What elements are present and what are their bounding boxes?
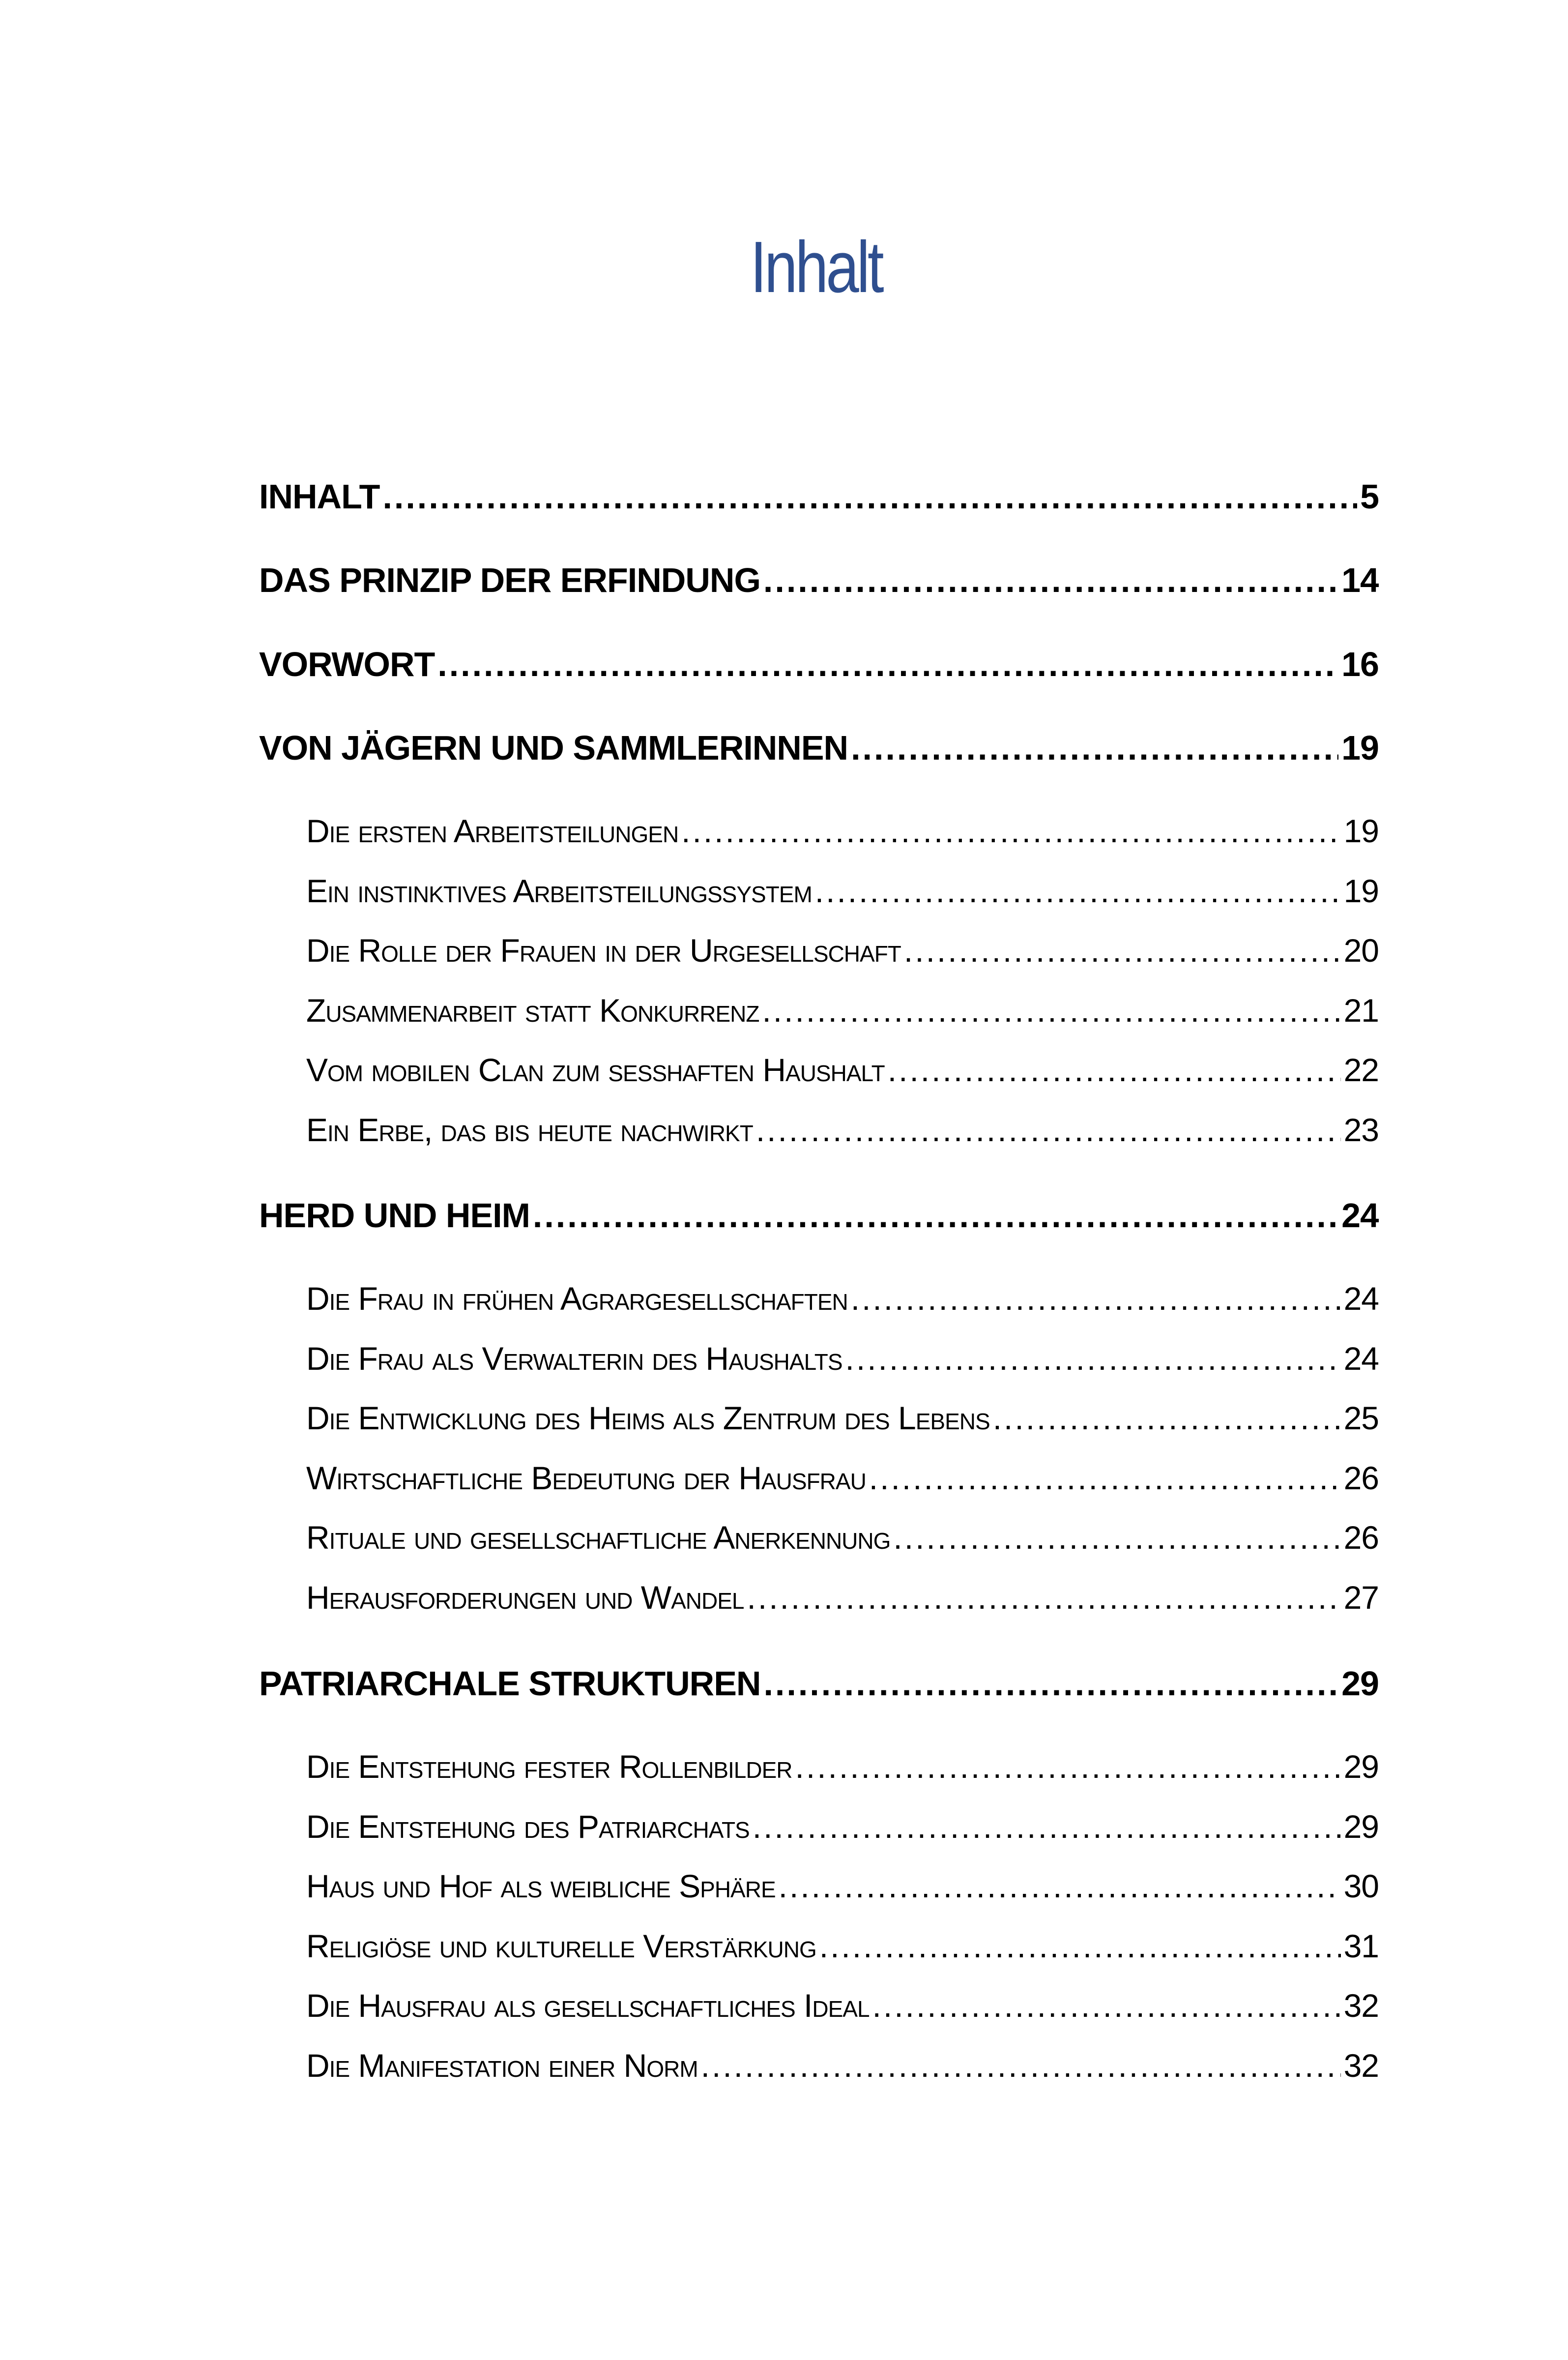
- toc-section-entry[interactable]: [306, 1987, 1379, 2034]
- toc-entry-label: Wirtschaftliche Bedeutung der Hausfrau: [306, 1459, 866, 1496]
- toc-entry-label: Rituale und gesellschaftliche Anerkennung: [306, 1519, 891, 1556]
- toc-page-number: 32: [1343, 2047, 1379, 2084]
- toc-entry-label: INHALT: [259, 477, 380, 516]
- toc-section-entry[interactable]: [306, 932, 1379, 979]
- dot-leader: [533, 1196, 1338, 1235]
- dot-leader: [382, 477, 1357, 516]
- toc-page-number: 29: [1341, 1664, 1379, 1703]
- toc-entry-label: Die Rolle der Frauen in der Urgesellschaft: [306, 932, 901, 969]
- dot-leader: [845, 1340, 1341, 1377]
- dot-leader: [681, 812, 1340, 850]
- dot-leader: [779, 1867, 1341, 1905]
- toc-entry-label: Die Manifestation einer Norm: [306, 2047, 698, 2084]
- toc-page-number: 23: [1343, 1111, 1379, 1148]
- toc-section-entry[interactable]: [306, 1459, 1379, 1506]
- dot-leader: [815, 872, 1341, 910]
- toc-chapter-entry[interactable]: [259, 645, 1379, 692]
- toc-entry-label: Die Entstehung des Patriarchats: [306, 1808, 750, 1845]
- toc-page-number: 31: [1343, 1927, 1379, 1964]
- toc-page-number: 5: [1360, 477, 1379, 516]
- toc-page-number: 24: [1343, 1280, 1379, 1317]
- toc-page-number: 26: [1343, 1519, 1379, 1556]
- toc-entry-label: Die ersten Arbeitsteilungen: [306, 813, 679, 849]
- toc-chapter-entry[interactable]: [259, 477, 1379, 524]
- dot-leader: [888, 1051, 1341, 1089]
- toc-entry-label: HERD UND HEIM: [259, 1196, 530, 1235]
- dot-leader: [819, 1927, 1341, 1965]
- page-title: Inhalt: [750, 227, 882, 308]
- dot-leader: [904, 932, 1341, 969]
- toc-entry-label: Die Frau als Verwalterin des Haushalts: [306, 1340, 842, 1377]
- toc-entry-label: DAS PRINZIP DER ERFINDUNG: [259, 561, 760, 599]
- toc-entry-label: Haus und Hof als weibliche Sphäre: [306, 1868, 776, 1904]
- toc-section-entry[interactable]: [306, 1399, 1379, 1446]
- dot-leader: [762, 992, 1340, 1029]
- toc-page-number: 20: [1343, 932, 1379, 969]
- dot-leader: [763, 1664, 1338, 1703]
- toc-page-number: 29: [1343, 1808, 1379, 1845]
- dot-leader: [753, 1808, 1341, 1845]
- toc-entry-label: Herausforderungen und Wandel: [306, 1579, 744, 1616]
- toc-entry-label: Die Entwicklung des Heims als Zentrum des Lebens: [306, 1400, 990, 1436]
- toc-section-entry[interactable]: [306, 872, 1379, 919]
- toc-page-number: 21: [1343, 992, 1379, 1029]
- toc-section-entry[interactable]: [306, 1280, 1379, 1327]
- dot-leader: [893, 1519, 1340, 1556]
- toc-section-entry[interactable]: [306, 2047, 1379, 2094]
- dot-leader: [756, 1111, 1341, 1149]
- toc-page-number: 16: [1341, 645, 1379, 683]
- toc-entry-label: Religiöse und kulturelle Verstärkung: [306, 1927, 816, 1964]
- dot-leader: [993, 1399, 1341, 1437]
- toc-section-entry[interactable]: [306, 1111, 1379, 1158]
- toc-entry-label: PATRIARCHALE STRUKTUREN: [259, 1664, 761, 1703]
- toc-section-entry[interactable]: [306, 812, 1379, 859]
- toc-section-entry[interactable]: [306, 1808, 1379, 1855]
- toc-section-entry[interactable]: [306, 1579, 1379, 1626]
- toc-page-number: 27: [1343, 1579, 1379, 1616]
- toc-entry-label: Zusammenarbeit statt Konkurrenz: [306, 992, 759, 1029]
- toc-chapter-entry[interactable]: [259, 728, 1379, 775]
- toc-section-entry[interactable]: [306, 992, 1379, 1039]
- toc-entry-label: Die Entstehung fester Rollenbilder: [306, 1748, 792, 1785]
- dot-leader: [851, 1280, 1341, 1317]
- toc-page-number: 19: [1343, 813, 1379, 849]
- toc-section-entry[interactable]: [306, 1927, 1379, 1975]
- toc-entry-label: Vom mobilen Clan zum sesshaften Haushalt: [306, 1052, 885, 1088]
- toc-chapter-entry[interactable]: [259, 560, 1379, 608]
- dot-leader: [872, 1987, 1341, 2024]
- toc-chapter-entry[interactable]: [259, 1196, 1379, 1243]
- toc-chapter-entry[interactable]: [259, 1664, 1379, 1711]
- toc-entry-label: Die Frau in frühen Agrargesellschaften: [306, 1280, 848, 1317]
- dot-leader: [701, 2047, 1341, 2084]
- toc-page-number: 22: [1343, 1052, 1379, 1088]
- dot-leader: [747, 1579, 1341, 1616]
- dot-leader: [437, 645, 1338, 684]
- toc-section-entry[interactable]: [306, 1748, 1379, 1795]
- toc-page-number: 19: [1341, 729, 1379, 767]
- toc-entry-label: Die Hausfrau als gesellschaftliches Ideal: [306, 1987, 870, 2024]
- dot-leader: [869, 1459, 1341, 1497]
- table-of-contents: [259, 0, 1379, 2360]
- toc-page-number: 24: [1341, 1196, 1379, 1235]
- toc-page-number: 29: [1343, 1748, 1379, 1785]
- toc-entry-label: Ein Erbe, das bis heute nachwirkt: [306, 1111, 753, 1148]
- dot-leader: [763, 560, 1338, 600]
- toc-page-number: 19: [1343, 872, 1379, 909]
- toc-entry-label: VORWORT: [259, 645, 435, 683]
- toc-page-number: 14: [1341, 561, 1379, 599]
- toc-page-number: 26: [1343, 1459, 1379, 1496]
- toc-page-number: 32: [1343, 1987, 1379, 2024]
- toc-page-number: 25: [1343, 1400, 1379, 1436]
- toc-section-entry[interactable]: [306, 1051, 1379, 1098]
- toc-entry-label: Ein instinktives Arbeitsteilungssystem: [306, 872, 812, 909]
- toc-page-number: 24: [1343, 1340, 1379, 1377]
- toc-section-entry[interactable]: [306, 1867, 1379, 1915]
- toc-section-entry[interactable]: [306, 1519, 1379, 1566]
- toc-section-entry[interactable]: [306, 1340, 1379, 1387]
- toc-page-number: 30: [1343, 1868, 1379, 1904]
- toc-entry-label: VON JÄGERN UND SAMMLERINNEN: [259, 729, 848, 767]
- dot-leader: [795, 1748, 1341, 1785]
- dot-leader: [851, 728, 1338, 767]
